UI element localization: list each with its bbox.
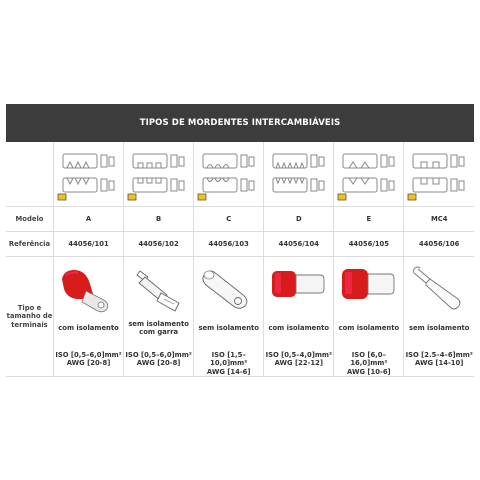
jaw-images-row [6, 142, 474, 207]
terminal-type-label: Tipo e tamanho de terminais [6, 257, 54, 377]
terminal-cell-mc4 [404, 257, 474, 377]
terminal-cell-c [194, 257, 264, 377]
reference-cell: 44056/101 [54, 232, 124, 257]
reference-cell: 44056/105 [334, 232, 404, 257]
reference-row [6, 232, 474, 257]
jaw-image-d [264, 142, 334, 207]
model-cell: D [264, 207, 334, 232]
iso-range: ISO [0,5–4,0]mm² [265, 351, 332, 359]
jaw-image-b [124, 142, 194, 207]
jaw-image-mc4 [404, 142, 474, 207]
crimp-jaw-icon [337, 146, 401, 202]
awg-range: AWG [14-10] [415, 359, 464, 368]
jaw-types-table [6, 142, 474, 377]
awg-range: AWG [14-6] [206, 367, 251, 376]
iso-range: ISO [1,5–10,0]mm² [210, 351, 248, 368]
awg-range: AWG [10-6] [347, 367, 391, 376]
jaw-image-a [54, 142, 124, 207]
insulation-label: com isolamento [58, 323, 119, 332]
ring-terminal-icon [196, 263, 262, 315]
terminal-cell-b [124, 257, 194, 377]
terminal-cell-d [264, 257, 334, 377]
fork-terminal-icon [406, 263, 472, 315]
flag-terminal-icon [126, 263, 192, 315]
crimp-jaw-icon [267, 146, 331, 202]
iso-range: ISO [6,0–16,0]mm² [350, 351, 388, 368]
model-cell: B [124, 207, 194, 232]
iso-range: ISO [2.5–4–6]mm² [405, 351, 473, 359]
reference-cell: 44056/102 [124, 232, 194, 257]
crimp-jaw-icon [127, 146, 191, 202]
iso-range: ISO [0,5–6,0]mm² [55, 351, 122, 359]
reference-cell: 44056/106 [404, 232, 474, 257]
crimp-jaw-icon [197, 146, 261, 202]
insulation-label: com isolamento [338, 323, 400, 332]
jaw-image-c [194, 142, 264, 207]
red-ring-terminal-icon [56, 263, 122, 315]
awg-range: AWG [20-8] [66, 359, 111, 368]
model-cell: C [194, 207, 264, 232]
reference-cell: 44056/104 [264, 232, 334, 257]
crimp-jaw-icon [407, 146, 471, 202]
model-cell: A [54, 207, 124, 232]
terminal-cell-a [54, 257, 124, 377]
table-title-banner: TIPOS DE MORDENTES INTERCAMBIÁVEIS [6, 104, 474, 142]
model-cell: MC4 [404, 207, 474, 232]
insulation-label: sem isolamento [198, 323, 259, 332]
model-row [6, 207, 474, 232]
reference-cell: 44056/103 [194, 232, 264, 257]
model-label: Modelo [6, 207, 54, 232]
jaw-image-e [334, 142, 404, 207]
terminal-row [6, 257, 474, 377]
model-cell: E [334, 207, 404, 232]
iso-range: ISO [0,5–6,0]mm² [125, 351, 192, 359]
crimp-jaw-icon [57, 146, 121, 202]
insulation-label: sem isolamento com garra [128, 319, 189, 336]
insulation-label: sem isolamento [408, 323, 470, 332]
red-ferrule-icon [336, 263, 402, 315]
terminal-cell-e [334, 257, 404, 377]
awg-range: AWG [22-12] [274, 359, 323, 368]
red-ferrule-icon [266, 263, 332, 315]
reference-label: Referência [6, 232, 54, 257]
insulation-label: com isolamento [268, 323, 330, 332]
awg-range: AWG [20-8] [136, 359, 181, 368]
